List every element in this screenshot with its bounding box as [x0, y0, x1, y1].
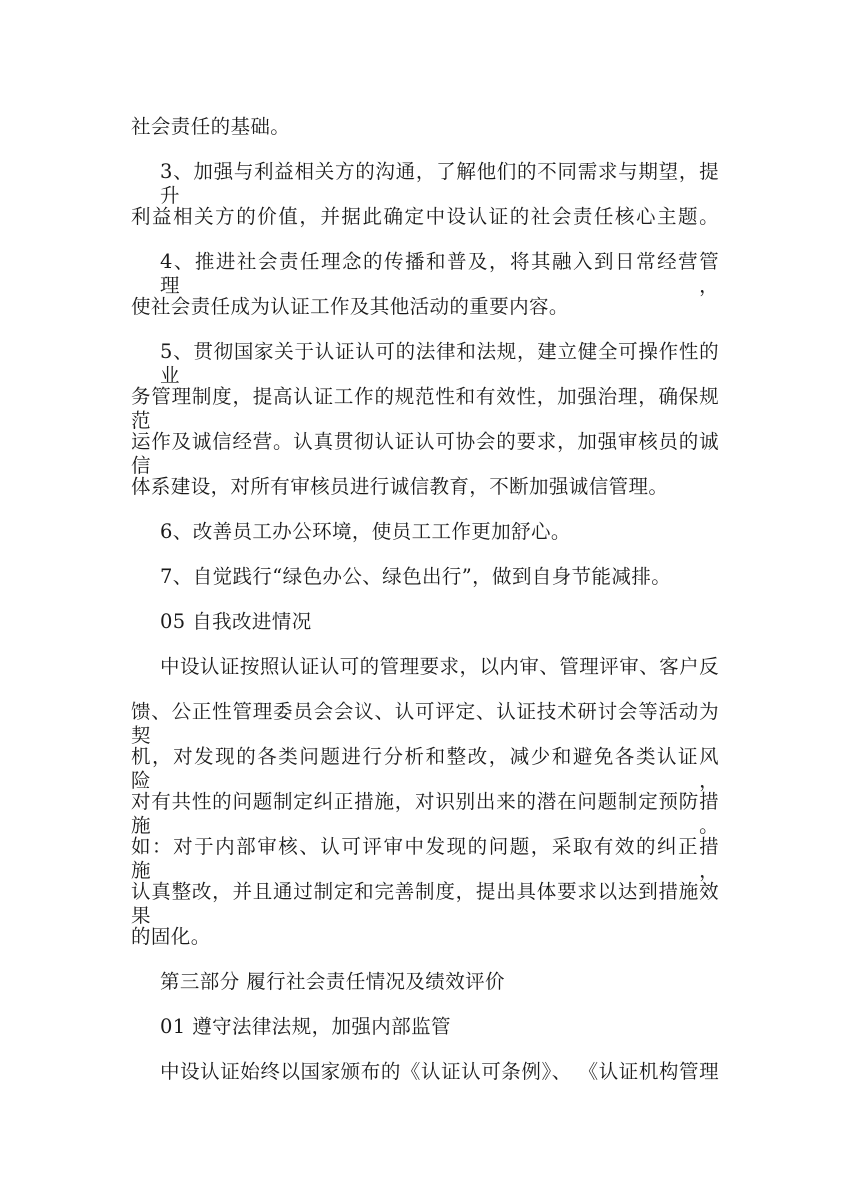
- text-line: 使社会责任成为认证工作及其他活动的重要内容。: [131, 295, 569, 318]
- text-line: 中设认证按照认证认可的管理要求，以内审、管理评审、客户反: [160, 655, 719, 678]
- text-line: 的固化。: [131, 925, 211, 948]
- text-line: 4、推进社会责任理念的传播和普及，将其融入到日常经营管理，: [160, 250, 719, 297]
- text-line: 7、自觉践行“绿色办公、绿色出行”，做到自身节能减排。: [160, 565, 672, 588]
- section-heading: 01 遵守法律法规，加强内部监管: [160, 1015, 451, 1038]
- text-line: 3、加强与利益相关方的沟通，了解他们的不同需求与期望，提升: [160, 160, 719, 207]
- text-line: 认真整改，并且通过制定和完善制度，提出具体要求以达到措施效果: [131, 880, 719, 927]
- text-line: 对有共性的问题制定纠正措施，对识别出来的潜在问题制定预防措施。: [131, 790, 719, 837]
- text-line: 如：对于内部审核、认可评审中发现的问题，采取有效的纠正措施，: [131, 835, 719, 882]
- text-line: 社会责任的基础。: [131, 115, 291, 138]
- text-line: 体系建设，对所有审核员进行诚信教育，不断加强诚信管理。: [131, 475, 669, 498]
- text-line: 6、改善员工办公环境，使员工工作更加舒心。: [160, 520, 571, 543]
- text-line: 利益相关方的价值，并据此确定中设认证的社会责任核心主题。: [131, 205, 719, 228]
- part-heading: 第三部分 履行社会责任情况及绩效评价: [160, 970, 505, 993]
- text-line: 中设认证始终以国家颁布的《认证认可条例》、 《认证机构管理: [160, 1060, 719, 1083]
- text-line: 务管理制度，提高认证工作的规范性和有效性，加强治理，确保规 范: [131, 385, 719, 432]
- text-line: 馈、公正性管理委员会会议、认可评定、认证技术研讨会等活动为契: [131, 700, 719, 747]
- text-line: 5、贯彻国家关于认证认可的法律和法规，建立健全可操作性的业: [160, 340, 719, 387]
- text-line: 运作及诚信经营。认真贯彻认证认可协会的要求，加强审核员的诚信: [131, 430, 719, 477]
- section-heading: 05 自我改进情况: [160, 610, 312, 633]
- text-line: 机，对发现的各类问题进行分析和整改，减少和避免各类认证风险，: [131, 745, 719, 792]
